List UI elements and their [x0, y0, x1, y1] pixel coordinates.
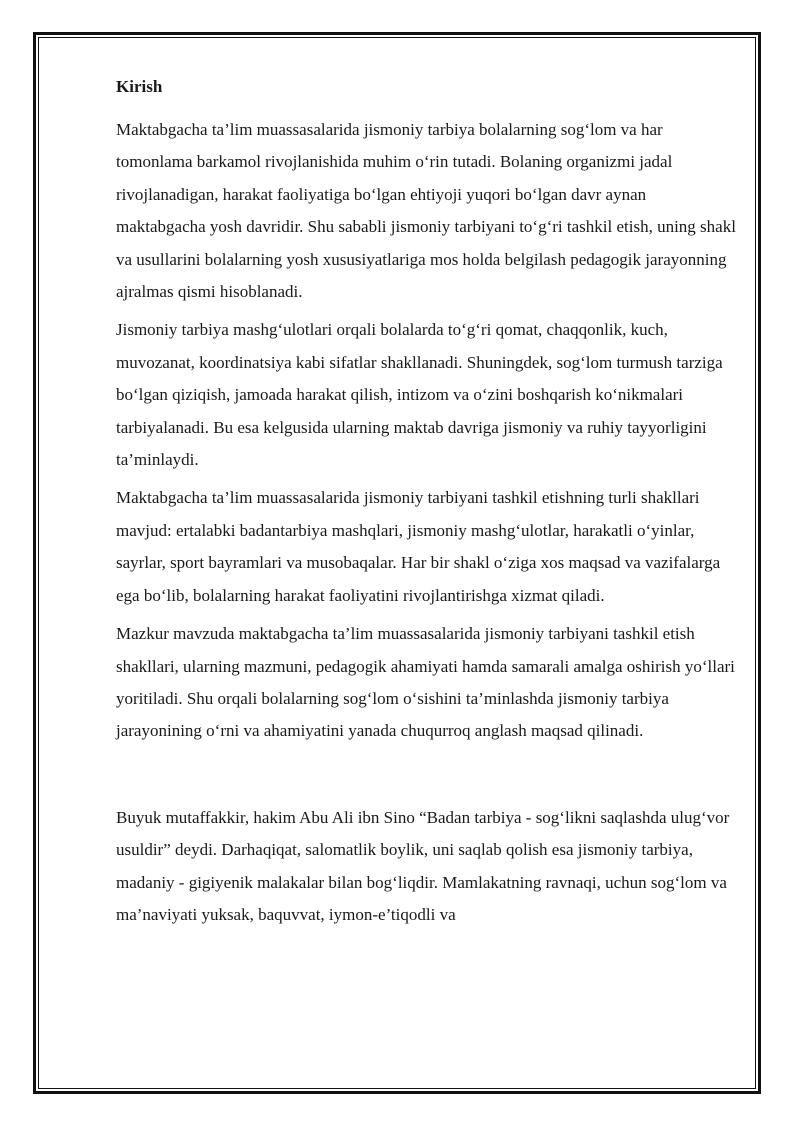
paragraph-1: Maktabgacha ta’lim muassasalarida jismoniy tarbiya bolalarning sog‘lom va har tomonlama barkamol rivojlanishida muhim o‘rin tutadi. Bolaning organizmi jadal rivojlanadigan, harakat faoliyatiga bo‘lgan ehtiyoji yuqori bo‘lgan davr aynan maktabgacha yosh davridir. Shu sababli jismoniy tarbiyani to‘g‘ri tashkil etish, uning shakl va usullarini bolalarning yosh xususiyatlariga mos holda belgilash pedagogik jarayonning ajralmas qismi hisoblanadi. — [116, 120, 736, 302]
document-body — [116, 74, 736, 937]
section-heading: Kirish — [116, 77, 163, 96]
paragraph-4: Mazkur mavzuda maktabgacha ta’lim muassasalarida jismoniy tarbiyani tashkil etish shakllari, ularning mazmuni, pedagogik ahamiyati hamda samarali amalga oshirish yo‘llari yoritiladi. Shu orqali bolalarning sog‘lom o‘sishini ta’minlashda jismoniy tarbiya jarayonining o‘rni va ahamiyatini yanada chuqurroq anglash maqsad qilinadi. — [116, 624, 735, 741]
paragraph-2: Jismoniy tarbiya mashg‘ulotlari orqali bolalarda to‘g‘ri qomat, chaqqonlik, kuch, muvozanat, koordinatsiya kabi sifatlar shakllanadi. Shuningdek, sog‘lom turmush tarziga bo‘lgan qiziqish, jamoada harakat qilish, intizom va o‘zini boshqarish ko‘nikmalari tarbiyalanadi. Bu esa kelgusida ularning maktab davriga jismoniy va ruhiy tayyorligini ta’minlaydi. — [116, 320, 723, 470]
paragraph-3: Maktabgacha ta’lim muassasalarida jismoniy tarbiyani tashkil etishning turli shakllari mavjud: ertalabki badantarbiya mashqlari, jismoniy mashg‘ulotlar, harakatli o‘yinlar, sayrlar, sport bayramlari va musobaqalar. Har bir shakl o‘ziga xos maqsad va vazifalarga ega bo‘lib, bolalarning harakat faoliyatini rivojlantirishga xizmat qiladi. — [116, 488, 721, 605]
paragraph-5: Buyuk mutaffakkir, hakim Abu Ali ibn Sino “Badan tarbiya - sog‘likni saqlashda ulug‘vor usuldir” deydi. Darhaqiqat, salomatlik boylik, uni saqlab qolish esa jismoniy tarbiya, madaniy - gigiyenik malakalar bilan bog‘liqdir. Mamlakatning ravnaqi, uchun sog‘lom va ma’naviyati yuksak, baquvvat, iymon-e’tiqodli va — [116, 807, 730, 924]
blank-line — [116, 754, 736, 802]
